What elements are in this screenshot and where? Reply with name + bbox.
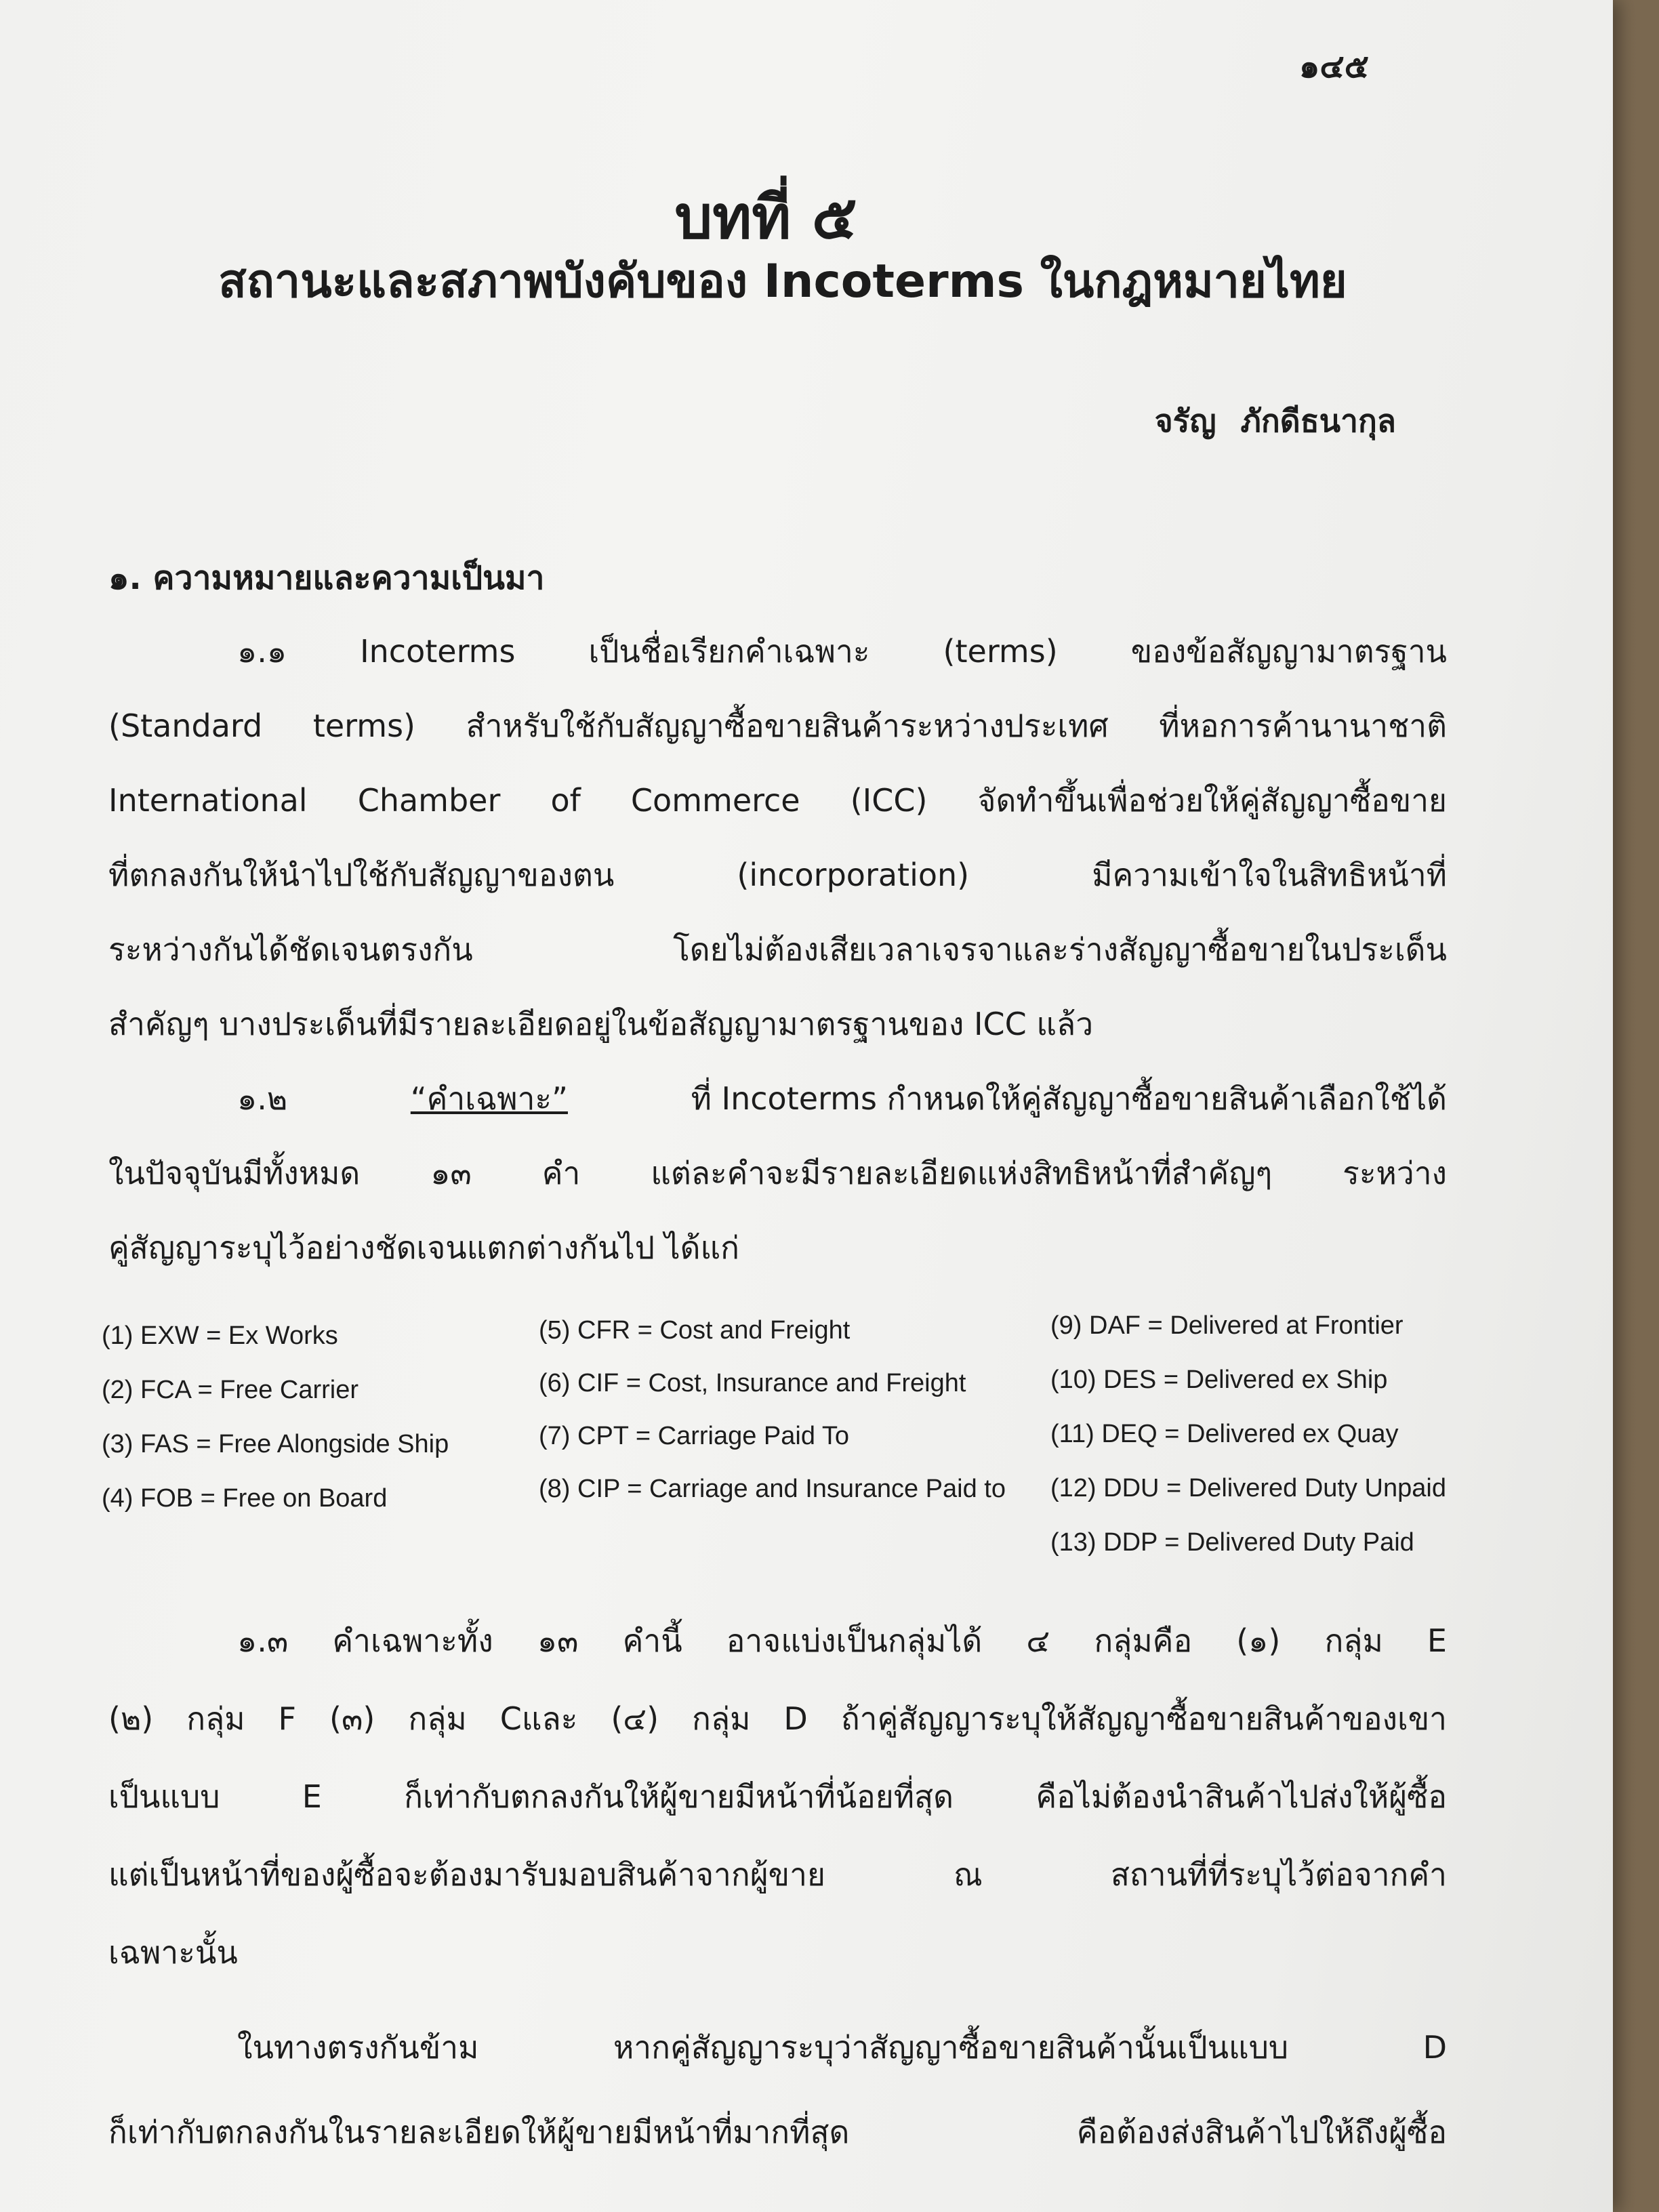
paragraph-line: ในปัจจุบันมีทั้งหมด ๑๓ คำ แต่ละคำจะมีรายละเอียดแห่งสิทธิหน้าที่สำคัญๆ ระหว่าง bbox=[108, 1155, 1447, 1191]
paragraph-line: ในทางตรงกันข้าม หากคู่สัญญาระบุว่าสัญญาซื้อขายสินค้านั้นเป็นแบบ D bbox=[237, 2029, 1447, 2066]
paragraph-line: (๒) กลุ่ม F (๓) กลุ่ม Cและ (๔) กลุ่ม D ถ้าคู่สัญญาระบุให้สัญญาซื้อขายสินค้าของเขา bbox=[108, 1700, 1447, 1737]
chapter-title: สถานะและสภาพบังคับของ Incoterms ในกฎหมายไทย bbox=[218, 255, 1347, 308]
term-item: (4) FOB = Free on Board bbox=[102, 1484, 388, 1513]
term-item: (3) FAS = Free Alongside Ship bbox=[102, 1430, 449, 1458]
paragraph-line: ระหว่างกันได้ชัดเจนตรงกัน โดยไม่ต้องเสียเวลาเจรจาและร่างสัญญาซื้อขายในประเด็น bbox=[108, 931, 1447, 968]
paragraph-line: คู่สัญญาระบุไว้อย่างชัดเจนแตกต่างกันไป ได้แก่ bbox=[108, 1229, 740, 1266]
author-name: จรัญ ภักดีธนากุล bbox=[1154, 403, 1396, 439]
term-item: (12) DDU = Delivered Duty Unpaid bbox=[1050, 1474, 1446, 1502]
paragraph-line bbox=[237, 1074, 1447, 1124]
paragraph-line: (Standard terms) สำหรับใช้กับสัญญาซื้อขายสินค้าระหว่างประเทศ ที่หอการค้านานาชาติ bbox=[108, 708, 1447, 744]
chapter-label: บทที่ ๕ bbox=[674, 182, 857, 252]
paragraph-line: ๑.๓ คำเฉพาะทั้ง ๑๓ คำนี้ อาจแบ่งเป็นกลุ่มได้ ๔ กลุ่มคือ (๑) กลุ่ม E bbox=[237, 1622, 1447, 1659]
paragraph-text: ที่ Incoterms กำหนดให้คู่สัญญาซื้อขายสินค้าเลือกใช้ได้ bbox=[691, 1080, 1447, 1117]
paragraph-number: ๑.๒ bbox=[237, 1080, 288, 1117]
term-item: (2) FCA = Free Carrier bbox=[102, 1376, 359, 1404]
term-item: (5) CFR = Cost and Freight bbox=[539, 1316, 851, 1345]
section-heading: ๑. ความหมายและความเป็นมา bbox=[108, 559, 545, 597]
paragraph-line: ที่ตกลงกันให้นำไปใช้กับสัญญาของตน (incorporation) มีความเข้าใจในสิทธิหน้าที่ bbox=[108, 857, 1447, 893]
paragraph-line: ๑.๑ Incoterms เป็นชื่อเรียกคำเฉพาะ (terms) ของข้อสัญญามาตรฐาน bbox=[237, 633, 1447, 670]
paragraph-line: สำคัญๆ บางประเด็นที่มีรายละเอียดอยู่ในข้อสัญญามาตรฐานของ ICC แล้ว bbox=[108, 1006, 1094, 1042]
paragraph-line: เป็นแบบ E ก็เท่ากับตกลงกันให้ผู้ขายมีหน้าที่น้อยที่สุด คือไม่ต้องนำสินค้าไปส่งให้ผู้ซื้อ bbox=[108, 1778, 1447, 1815]
term-item: (8) CIP = Carriage and Insurance Paid to bbox=[539, 1475, 1006, 1503]
term-item: (9) DAF = Delivered at Frontier bbox=[1050, 1311, 1404, 1340]
term-item: (1) EXW = Ex Works bbox=[102, 1322, 338, 1350]
quoted-term: “คำเฉพาะ” bbox=[410, 1080, 568, 1117]
paragraph-line: เฉพาะนั้น bbox=[108, 1934, 238, 1971]
term-item: (10) DES = Delivered ex Ship bbox=[1050, 1366, 1388, 1394]
term-item: (11) DEQ = Delivered ex Quay bbox=[1050, 1420, 1399, 1448]
term-item: (7) CPT = Carriage Paid To bbox=[539, 1422, 849, 1450]
page-number: ๑๔๕ bbox=[1298, 47, 1369, 85]
term-item: (6) CIF = Cost, Insurance and Freight bbox=[539, 1369, 966, 1397]
paragraph-line: ก็เท่ากับตกลงกันในรายละเอียดให้ผู้ขายมีหน้าที่มากที่สุด คือต้องส่งสินค้าไปให้ถึงผู้ซื้อ bbox=[108, 2114, 1447, 2150]
paragraph-line: แต่เป็นหน้าที่ของผู้ซื้อจะต้องมารับมอบสินค้าจากผู้ขาย ณ สถานที่ที่ระบุไว้ต่อจากคำ bbox=[108, 1856, 1447, 1893]
term-item: (13) DDP = Delivered Duty Paid bbox=[1050, 1528, 1414, 1557]
paragraph-line: International Chamber of Commerce (ICC) จัดทำขึ้นเพื่อช่วยให้คู่สัญญาซื้อขาย bbox=[108, 782, 1447, 819]
